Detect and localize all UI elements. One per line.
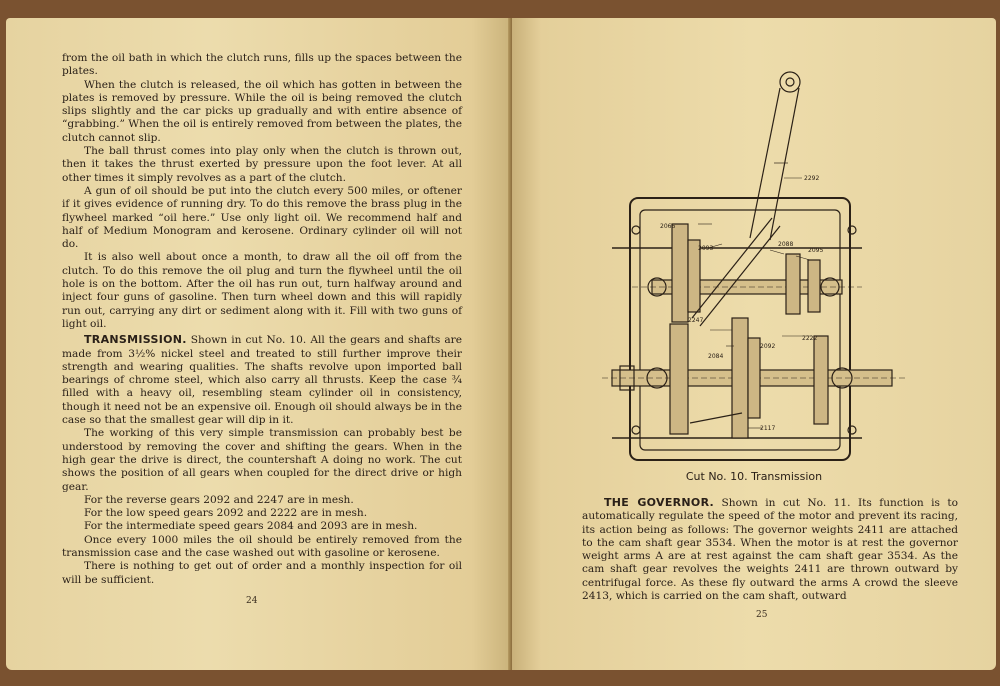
governor-text: Shown in cut No. 11. Its function is to automatically regulate the speed of the motor and prevent its racing, its action being as follows: The governor weights 2411 are attached to the cam shaft gear 3534. When the motor is at rest the governor weight arms A are at rest against the cam shaft gear 3534. As the cam shaft gear revolves the weights 2411 are thrown outward by centrifugal force. As these fly outward the arms A crowd the sleeve 2413, which is carried on the cam shaft, outward <box>582 497 958 603</box>
paragraph: For the low speed gears 2092 and 2222 are in mesh. <box>84 507 368 520</box>
figure-label: 2066 <box>660 223 676 230</box>
paragraph: The ball thrust comes into play only when the clutch is thrown out, then it takes the thrust exerted by pressure upon the foot lever. At all other times it simply revolves as a part of the clutch. <box>62 145 462 184</box>
figure-label: 2222 <box>802 335 818 342</box>
right-page-text <box>582 496 958 603</box>
right-page <box>512 18 996 670</box>
transmission-paragraph <box>62 333 462 427</box>
paragraph: For the intermediate speed gears 2084 and 2093 are in mesh. <box>84 520 418 533</box>
figure-label: 2088 <box>778 241 794 248</box>
governor-heading: THE GOVERNOR. <box>604 496 715 509</box>
paragraph: For the reverse gears 2092 and 2247 are in mesh. <box>84 493 354 506</box>
paragraph: Once every 1000 miles the oil should be entirely removed from the transmission case and the case washed out with gasoline or kerosene. <box>62 533 462 559</box>
transmission-diagram <box>512 18 996 468</box>
figure-label: 2117 <box>760 425 776 432</box>
governor-paragraph <box>582 496 958 603</box>
transmission-heading: TRANSMISSION. <box>84 333 187 347</box>
transmission-text: Shown in cut No. 10. All the gears and shafts are made from 3½% nickel steel and treated to still further improve their strength and wearing qualities. The shafts revolve upon imported ball bearings of chrome steel, which also carry all thrusts. Keep the case ¾ filled with a heavy oil, resembling steam cylinder oil in consistency, though it need not be an expensive oil. Enough oil should always be in the case so that the smallest gear will dip in it. <box>62 334 462 427</box>
left-page <box>6 18 512 670</box>
paragraph: When the clutch is released, the oil which has gotten in between the plates is removed by pressure. While the oil is being removed the clutch slips slightly and the car picks up gradually and with entire absence of “grabbing.” When the oil is entirely removed from between the plates, the clutch cannot slip. <box>62 78 462 144</box>
paragraph: The working of this very simple transmission can probably best be understood by removing the cover and shifting the gears. When in the high gear the drive is direct, the countershaft A doing no work. The cut shows the position of all gears when coupled for the direct drive or high gear. <box>62 427 462 493</box>
paragraph: There is nothing to get out of order and a monthly inspection for oil will be sufficient. <box>62 560 462 586</box>
figure-label: 2093 <box>698 245 714 252</box>
paragraph: from the oil bath in which the clutch runs, fills up the spaces between the plates. <box>62 52 462 78</box>
paragraph: It is also well about once a month, to draw all the oil off from the clutch. To do this remove the oil plug and turn the flywheel until the oil hole is on the bottom. After the oil has run out, turn halfway around and inject four guns of gasoline. Then turn wheel down and this will rapidly run out, carrying any dirt or sediment along with it. Fill with two guns of light oil. <box>62 251 462 330</box>
left-page-text <box>62 52 462 587</box>
figure-label: 2092 <box>760 343 776 350</box>
figure-label: 2247 <box>688 317 704 324</box>
figure-label: 2292 <box>804 175 820 182</box>
page-number-right: 25 <box>756 610 768 620</box>
figure-label: 2095 <box>808 247 824 254</box>
figure-caption: Cut No. 10. Transmission <box>685 470 823 483</box>
lever-pivot <box>780 72 800 92</box>
paragraph: A gun of oil should be put into the clutch every 500 miles, or oftener if it gives evidence of running dry. To do this remove the brass plug in the flywheel marked “oil here.” Use only light oil. We recommend half and half of Medium Monogram and kerosene. Ordinary cylinder oil will not do. <box>62 184 462 251</box>
page-number-left: 24 <box>246 596 258 606</box>
figure-label: 2084 <box>708 353 724 360</box>
